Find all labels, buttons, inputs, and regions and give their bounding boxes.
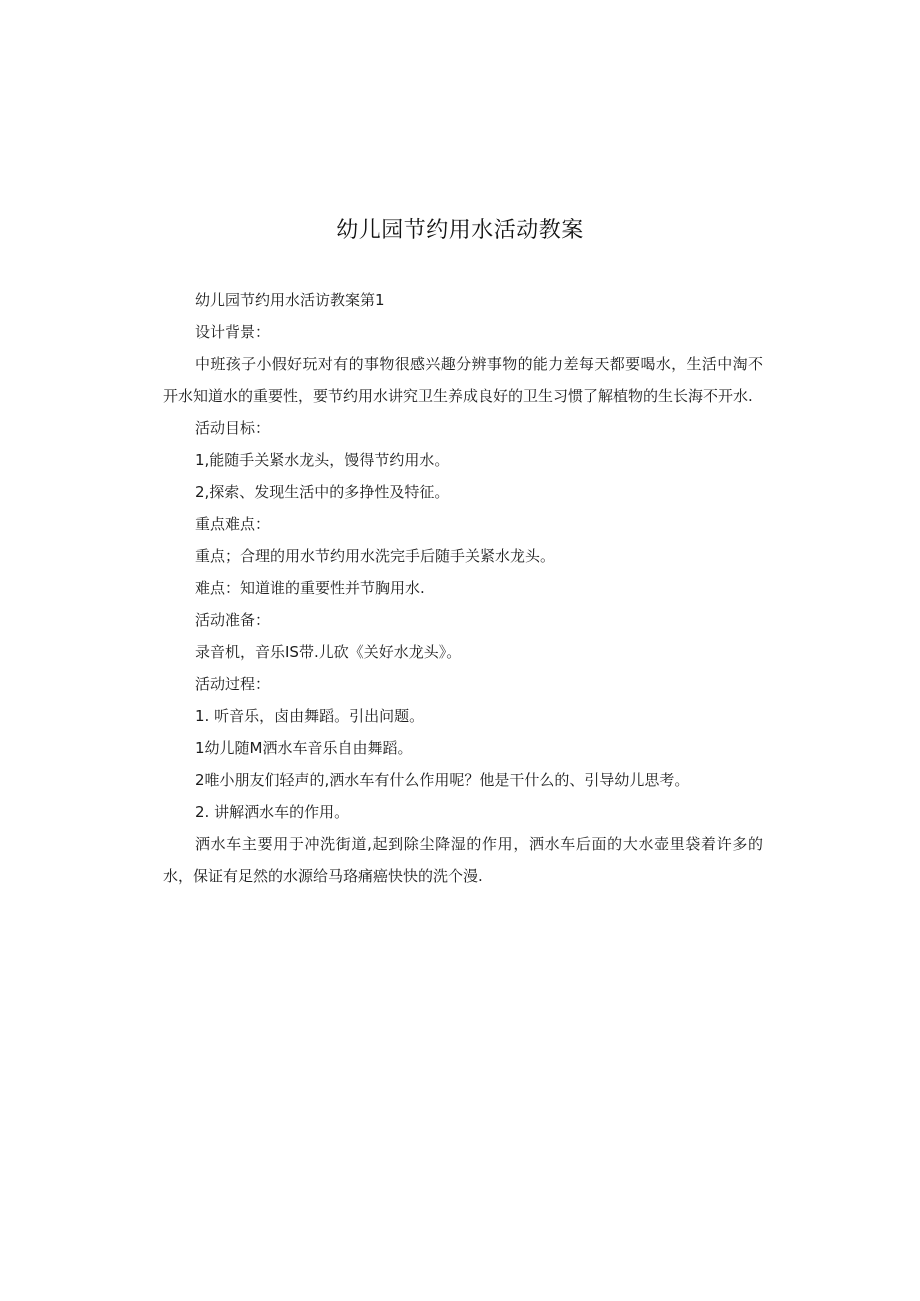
subtitle-paragraph: 幼儿园节约用水活访教案第1 (195, 291, 385, 309)
document-title: 幼儿园节约用水活动教案 (336, 218, 584, 243)
process-substep-1: 1幼儿随M洒水车音乐自由舞蹈。 (195, 739, 413, 757)
goal-item-2: 2,探索、发现生活中的多挣性及特征。 (195, 483, 450, 501)
heading-preparation: 活动准备： (195, 611, 271, 629)
process-substep-2: 2唯小朋友们轻声的,洒水车有什么作用呢？他是干什么的、引导幼儿思考。 (195, 771, 690, 789)
heading-design-background: 设计背景： (195, 323, 271, 341)
process-step-1: 1. 听音乐，卤由舞蹈。引出问题。 (195, 707, 425, 725)
key-point-paragraph: 重点；合理的用水节约用水洗完手后随手关紧水龙头。 (195, 547, 556, 565)
process-step-2: 2. 讲解洒水车的作用。 (195, 803, 350, 821)
heading-process: 活动过程： (195, 675, 271, 693)
heading-key-points: 重点难点： (195, 515, 271, 533)
document-body (163, 284, 763, 892)
background-paragraph: 中班孩子小假好玩对有的事物很感兴趣分辨事物的能力差每天都要喝水，生活中淘不开水知道水的重要性，要节约用水讲究卫生养成良好的卫生习惯了解植物的生长海不开水. (163, 355, 763, 405)
goal-item-1: 1,能随手关紧水龙头，馒得节约用水。 (195, 451, 450, 469)
difficulty-paragraph: 难点：知道谁的重要性并节胸用水. (195, 579, 425, 597)
heading-activity-goals: 活动目标： (195, 419, 271, 437)
preparation-paragraph: 录音机，音乐IS带.儿砍《关好水龙头》。 (195, 643, 462, 661)
sprinkler-paragraph: 洒水车主要用于冲洗街道,起到除尘降湿的作用，洒水车后面的大水壶里袋着许多的水，保证有足然的水源给马珞痛癌快快的洗个漫. (163, 835, 763, 885)
